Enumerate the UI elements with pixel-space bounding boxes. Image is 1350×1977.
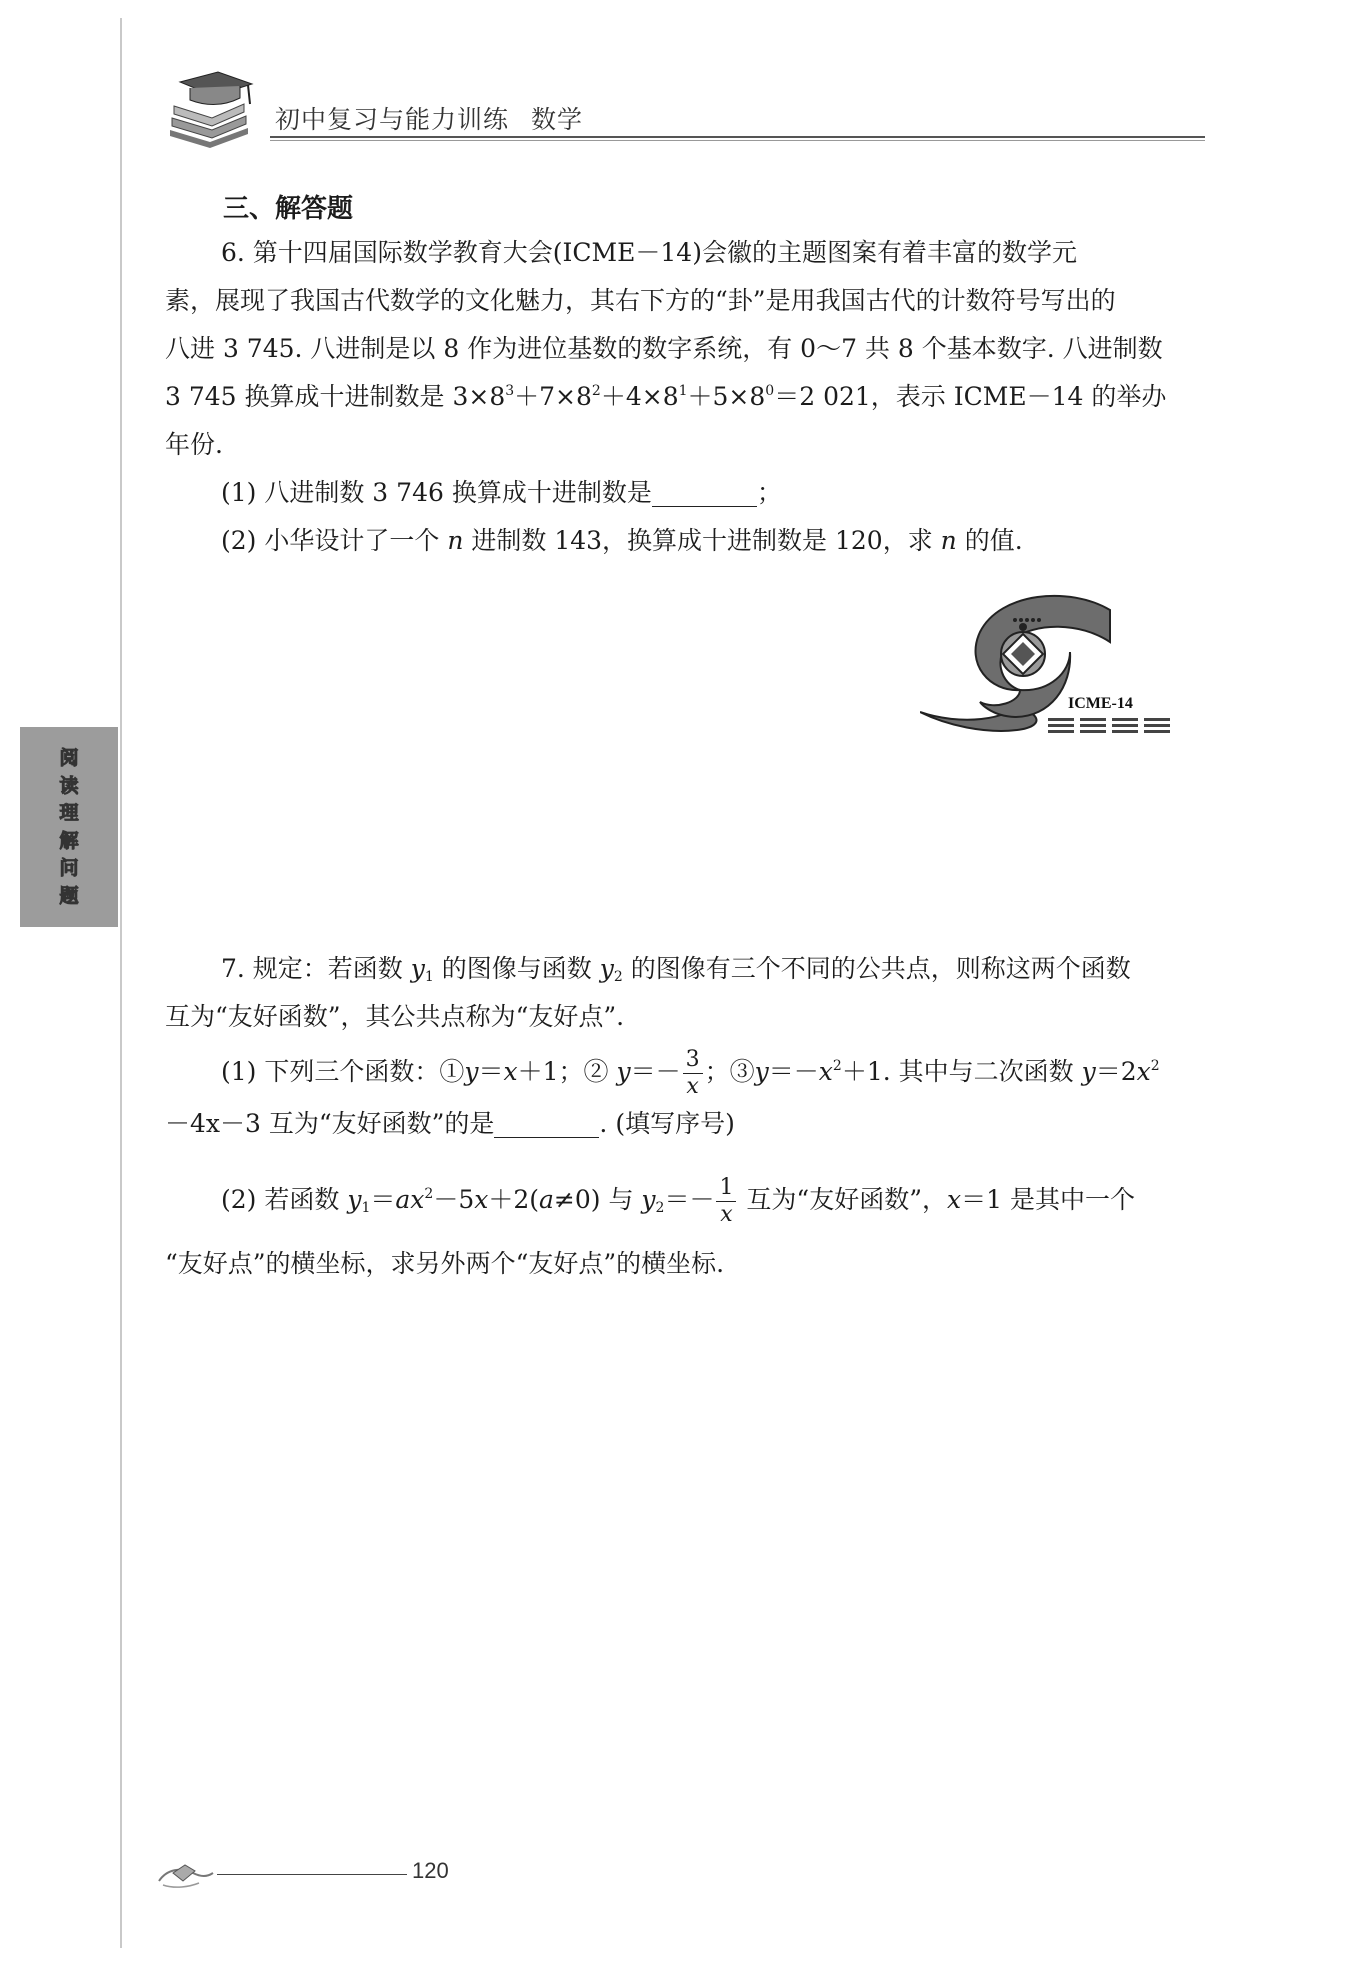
header-rule (270, 136, 1205, 141)
q7-part2-line1: (2) 若函数 $y_1=ax^2-5x+2(a\ne 0)$ 与 $y_2=-$ $\frac{1}{x}$ 互为“友好函数”，x＝1 是其中一个 (221, 1175, 1135, 1227)
q7-part1-line1: (1) 下列三个函数：①y＝x＋1；② y＝－ $\frac{3}{x}$ ；$③y=-x^2+1$. 其中与二次函数 $y=2x^2$ (221, 1047, 1160, 1099)
q6-part1: (1) 八进制数 3 746 换算成十进制数是 ； (221, 478, 782, 507)
section-title: 三、解答题 (223, 194, 354, 224)
emblem-label: ICME-14 (1068, 695, 1133, 712)
page-header (160, 60, 1205, 150)
q7-line2: 互为“友好函数”，其公共点称为“友好点”. (165, 1002, 625, 1031)
page-spine-line (120, 18, 122, 1948)
q7-part1-line2: －4x－3 互为“友好函数”的是 . (填写序号) (165, 1109, 735, 1138)
subject-label: 数学 (531, 105, 584, 134)
page-number: 120 (412, 1858, 449, 1883)
page-footer (155, 1855, 455, 1895)
hexagram-lines (1048, 718, 1170, 733)
q7-line1: 7. 规定：若函数 $y_1$ 的图像与函数 $y_2$ 的图像有三个不同的公共点，则称这两个函数 (221, 954, 1131, 985)
fraction-3-over-x: $\frac{3}{x}$ (683, 1047, 703, 1100)
book-title: 初中复习与能力训练 数学 (275, 105, 584, 134)
q6-line4: 3 745 换算成十进制数是 $3\times 8^3+7\times 8^2+4\times 8^1+5\times 8^0=2$ 021，表示 ICME－14 的举办 (165, 382, 1167, 411)
answer-blank[interactable] (494, 1107, 599, 1138)
side-tab-reading-problems (20, 727, 118, 927)
footer-rule (217, 1874, 407, 1875)
q7-part2-line2: “友好点”的横坐标，求另外两个“友好点”的横坐标. (165, 1249, 725, 1278)
q6-part2: (2) 小华设计了一个 n 进制数 143，换算成十进制数是 120，求 n 的值. (221, 526, 1023, 555)
fraction-1-over-x: $\frac{1}{x}$ (716, 1175, 736, 1228)
side-tab-text: 阅 读 理 解 问 题 (59, 747, 79, 907)
q6-line5: 年份. (165, 430, 223, 459)
q6-line2: 素，展现了我国古代数学的文化魅力，其右下方的“卦”是用我国古代的计数符号写出的 (165, 286, 1116, 315)
answer-blank[interactable] (652, 476, 757, 507)
books-logo-icon (160, 60, 260, 150)
q6-line1: 6. 第十四届国际数学教育大会(ICME－14)会徽的主题图案有着丰富的数学元 (221, 238, 1077, 267)
q6-line3: 八进 3 745. 八进制是以 8 作为进位基数的数字系统，有 0～7 共 8 个基本数字. 八进制数 (165, 334, 1163, 363)
icme-14-emblem (920, 592, 1190, 752)
pen-doodle-icon (155, 1859, 215, 1893)
